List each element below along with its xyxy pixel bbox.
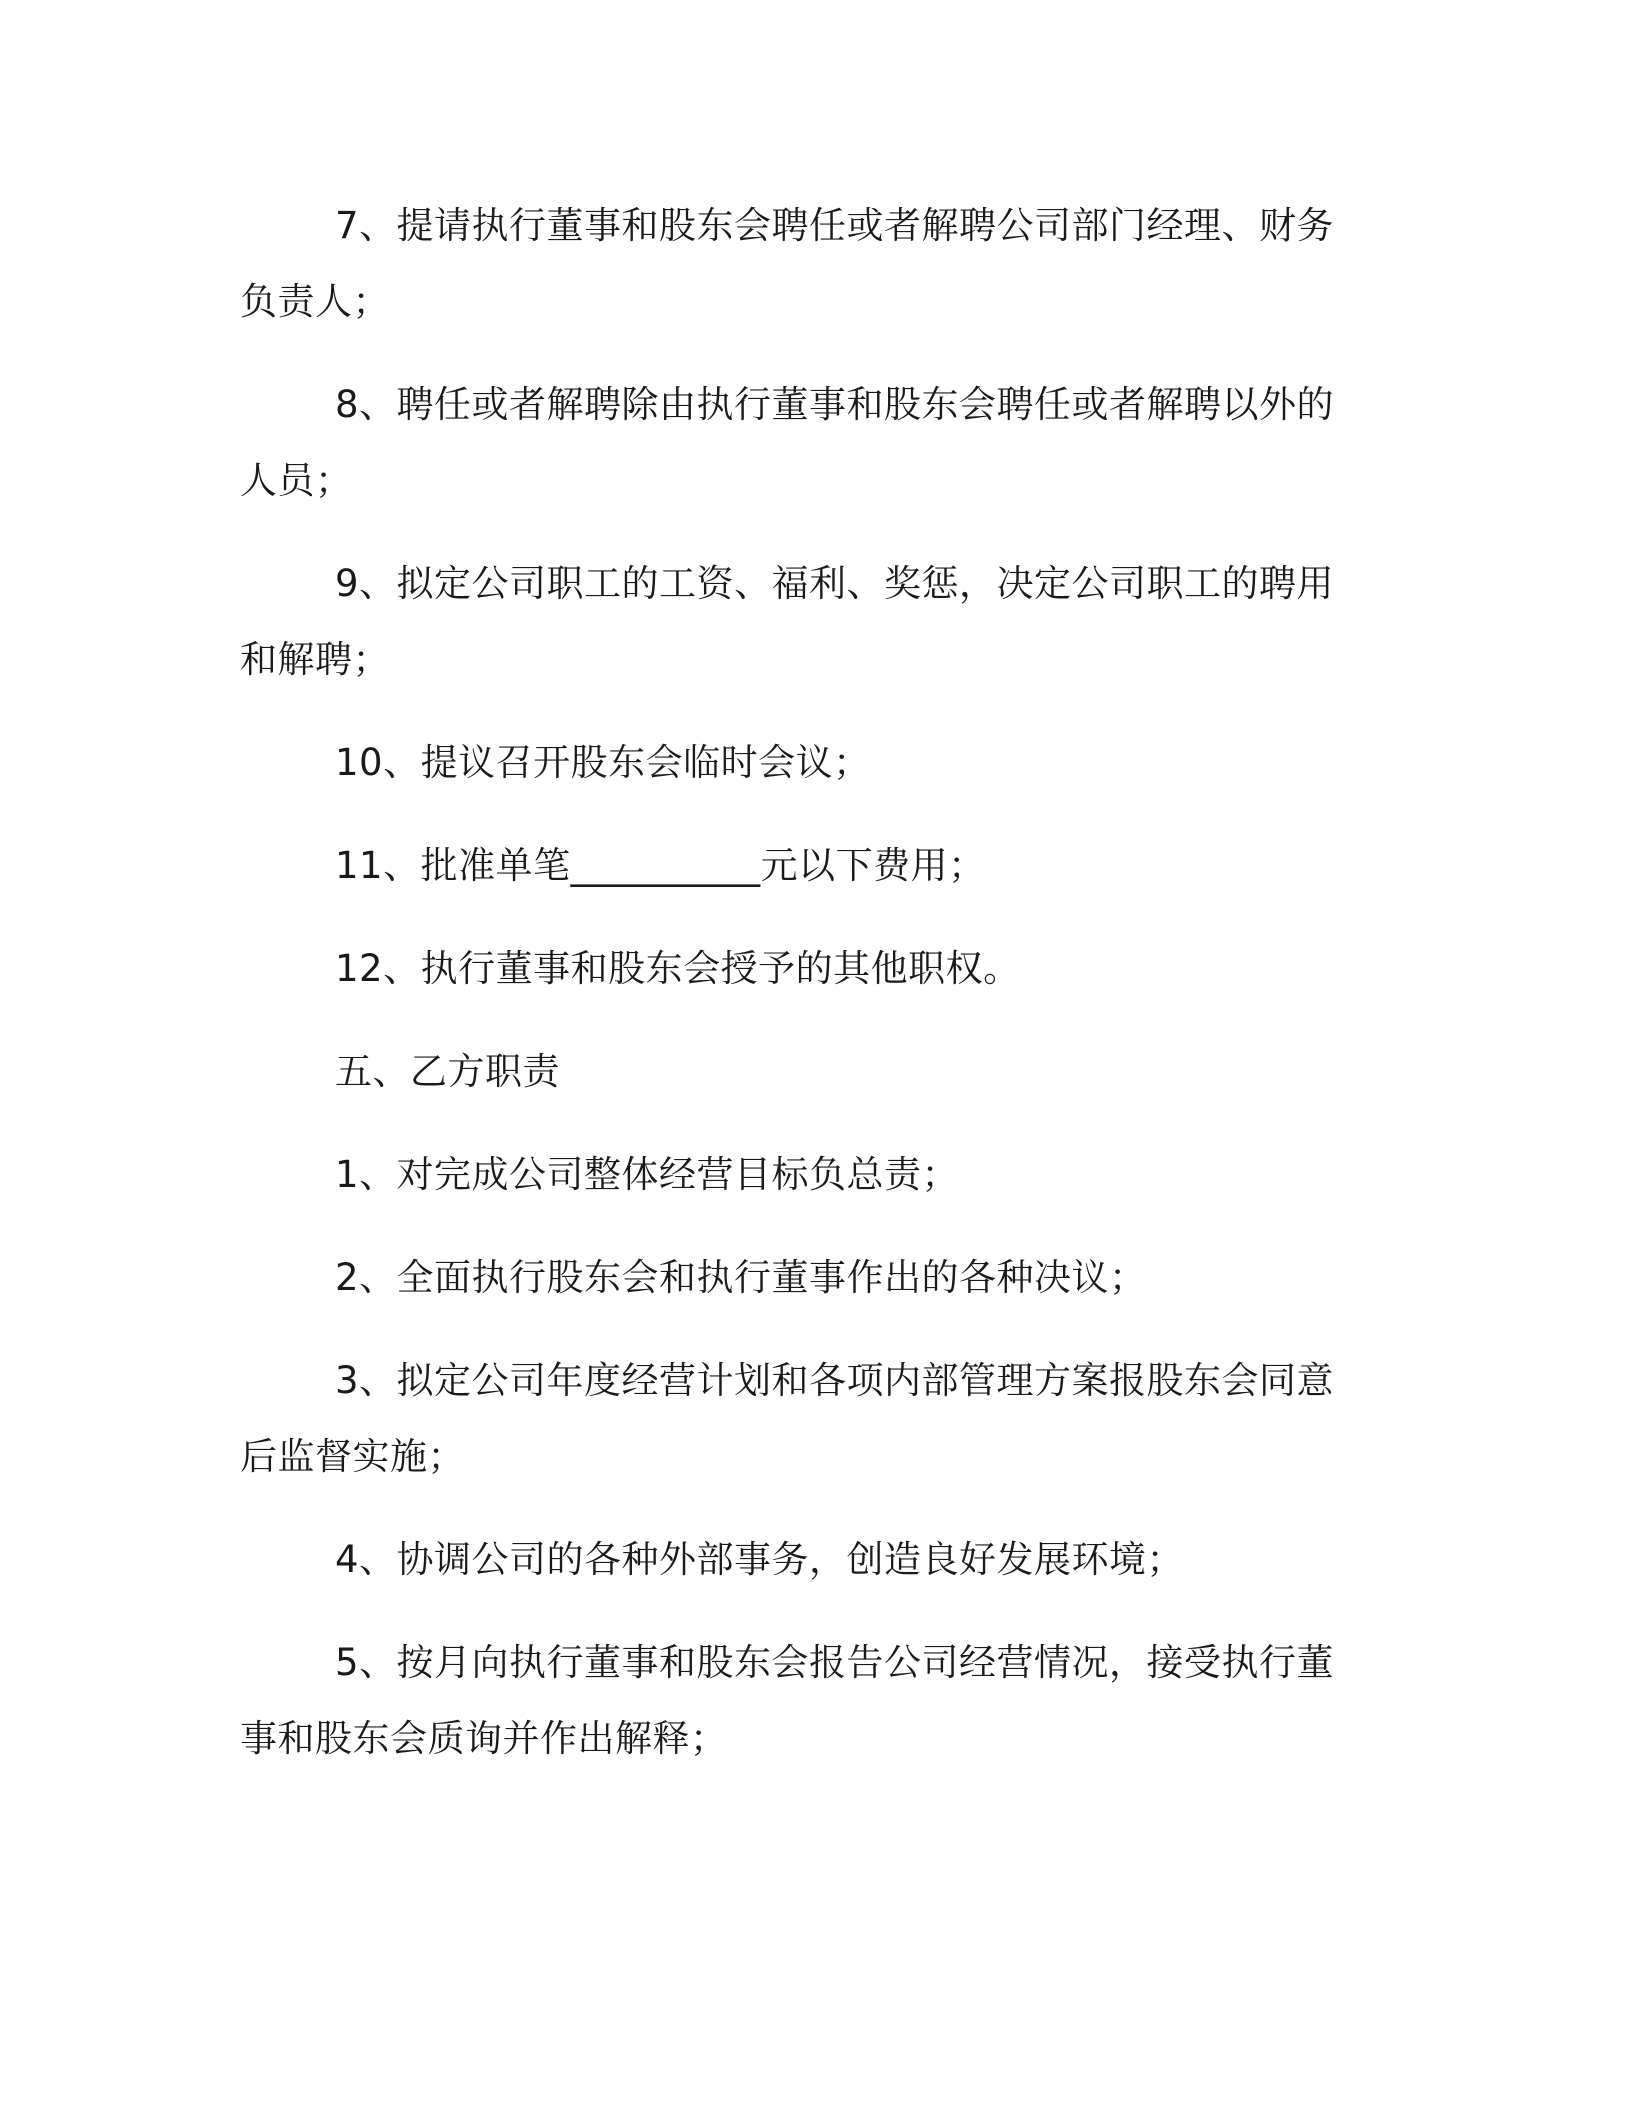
clause-10: 10、提议召开股东会临时会议； — [335, 741, 871, 784]
clause-8: 8、聘任或者解聘除由执行董事和股东会聘任或者解聘以外的人员； — [240, 383, 1335, 502]
duty-3: 3、拟定公司年度经营计划和各项内部管理方案报股东会同意后监督实施； — [240, 1359, 1335, 1478]
clause-7: 7、提请执行董事和股东会聘任或者解聘公司部门经理、财务负责人； — [240, 204, 1335, 323]
duty-2: 2、全面执行股东会和执行董事作出的各种决议； — [335, 1256, 1147, 1299]
duty-5: 5、按月向执行董事和股东会报告公司经营情况，接受执行董事和股东会质询并作出解释； — [240, 1641, 1335, 1760]
duty-1: 1、对完成公司整体经营目标负总责； — [335, 1153, 960, 1196]
document-body — [240, 188, 1355, 1777]
clause-12: 12、执行董事和股东会授予的其他职权。 — [335, 947, 1021, 990]
clause-11: 11、批准单笔__________元以下费用； — [335, 844, 986, 887]
section-heading-party-b-duties: 五、乙方职责 — [335, 1050, 560, 1093]
clause-9: 9、拟定公司职工的工资、福利、奖惩，决定公司职工的聘用和解聘； — [240, 562, 1335, 681]
duty-4: 4、协调公司的各种外部事务，创造良好发展环境； — [335, 1538, 1185, 1581]
